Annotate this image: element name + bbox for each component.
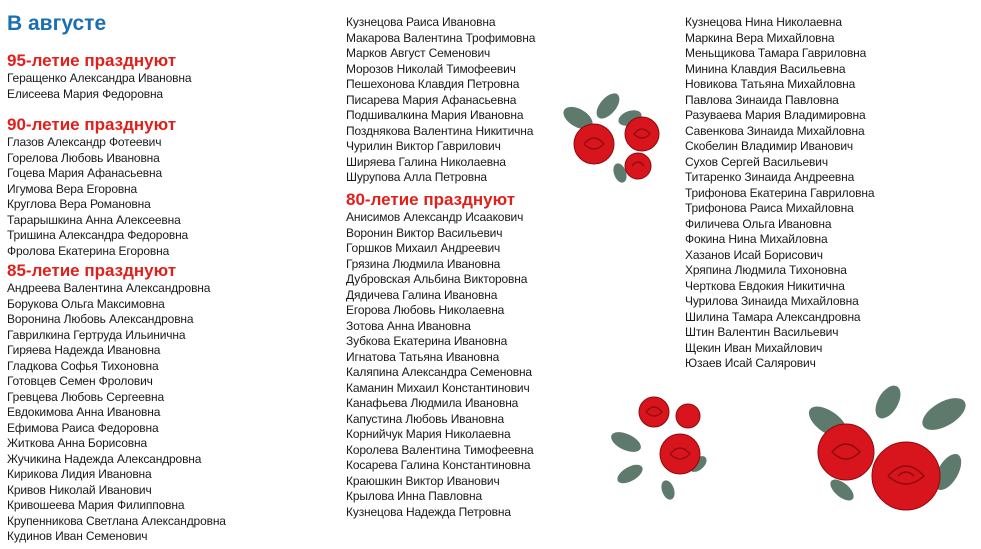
person-name: Житкова Анна Борисовна bbox=[7, 436, 147, 450]
person-name: Елисеева Мария Федоровна bbox=[7, 86, 163, 101]
person-name: Кудинов Иван Семенович bbox=[7, 529, 148, 543]
person-name: Пешехонова Клавдия Петровна bbox=[346, 77, 520, 91]
person-name: Жучикина Надежда Александровна bbox=[7, 451, 202, 466]
person-name: Горелова Любовь Ивановна bbox=[7, 150, 160, 165]
person-name: Воронина Любовь Александровна bbox=[7, 312, 194, 326]
person-name: Дядичева Галина Ивановна bbox=[346, 287, 498, 302]
person-name: Каляпина Александра Семеновна bbox=[346, 365, 532, 379]
person-name: Гиряева Надежда Ивановна bbox=[7, 343, 161, 357]
person-name: Крупенникова Светлана Александровна bbox=[7, 513, 226, 528]
person-name: Титаренко Зинаида Андреевна bbox=[685, 170, 855, 184]
person-name: Писарева Мария Афанасьевна bbox=[346, 92, 517, 107]
person-name: Кривошеева Мария Филипповна bbox=[7, 498, 185, 512]
person-name: Зубкова Екатерина Ивановна bbox=[346, 334, 508, 348]
person-name: Анисимов Александр Исаакович bbox=[346, 210, 524, 224]
person-name: Круглова Вера Романовна bbox=[7, 197, 151, 211]
person-name: Савенкова Зинаида Михайловна bbox=[685, 123, 865, 138]
person-name: Гаврилкина Гертруда Ильинична bbox=[7, 327, 186, 342]
person-name: Тришина Александра Федоровна bbox=[7, 228, 189, 242]
person-name: Гревцева Любовь Сергеевна bbox=[7, 389, 164, 404]
person-name: Шилина Тамара Александровна bbox=[685, 309, 861, 324]
person-name: Скобелин Владимир Иванович bbox=[685, 139, 854, 153]
person-name: Зотова Анна Ивановна bbox=[346, 318, 471, 333]
person-name: Морозов Николай Тимофеевич bbox=[346, 61, 516, 76]
person-name: Грязина Людмила Ивановна bbox=[346, 256, 501, 271]
person-name: Марков Август Семенович bbox=[346, 46, 491, 60]
person-name: Павлова Зинаида Павловна bbox=[685, 92, 839, 107]
person-name: Трифонова Раиса Михайловна bbox=[685, 201, 854, 215]
person-name: Подшивалкина Мария Ивановна bbox=[346, 108, 524, 122]
person-name: Краюшкин Виктор Иванович bbox=[346, 473, 500, 488]
person-name: Черткова Евдокия Никитична bbox=[685, 278, 845, 293]
section-heading-90: 90-летие празднуют bbox=[7, 115, 177, 134]
person-name: Кузнецова Нина Николаевна bbox=[685, 15, 842, 29]
person-name: Шурупова Алла Петровна bbox=[346, 170, 487, 184]
person-name: Хряпина Людмила Тихоновна bbox=[685, 263, 847, 277]
person-name: Каманин Михаил Константинович bbox=[346, 380, 530, 395]
person-name: Минина Клавдия Васильевна bbox=[685, 61, 846, 76]
section-heading-95: 95-летие празднуют bbox=[7, 51, 177, 70]
name-list-90 bbox=[7, 135, 337, 259]
name-list-85 bbox=[7, 281, 337, 545]
person-name: Кривов Николай Иванович bbox=[7, 482, 152, 497]
person-name: Чурилин Виктор Гаврилович bbox=[346, 139, 501, 153]
person-name: Тарарышкина Анна Алексеевна bbox=[7, 212, 181, 227]
person-name: Андреева Валентина Александровна bbox=[7, 281, 211, 295]
person-name: Кузнецова Раиса Ивановна bbox=[346, 15, 496, 29]
person-name: Королева Валентина Тимофеевна bbox=[346, 442, 534, 457]
person-name: Щекин Иван Михайлович bbox=[685, 340, 823, 355]
person-name: Филичева Ольга Ивановна bbox=[685, 216, 832, 231]
person-name: Юзаев Исай Салярович bbox=[685, 356, 816, 370]
person-name: Сухов Сергей Васильевич bbox=[685, 154, 828, 169]
person-name: Игнатова Татьяна Ивановна bbox=[346, 349, 500, 364]
section-95 bbox=[7, 52, 337, 102]
person-name: Корнийчук Мария Николаевна bbox=[346, 427, 511, 441]
person-name: Готовцев Семен Фролович bbox=[7, 374, 153, 388]
person-name: Новикова Татьяна Михайловна bbox=[685, 77, 856, 91]
person-name: Позднякова Валентина Никитична bbox=[346, 123, 534, 138]
person-name: Игумова Вера Егоровна bbox=[7, 181, 138, 196]
person-name: Евдокимова Анна Ивановна bbox=[7, 405, 161, 419]
person-name: Горшков Михаил Андреевич bbox=[346, 241, 501, 255]
section-heading-85: 85-летие празднуют bbox=[7, 261, 177, 280]
person-name: Меньщикова Тамара Гавриловна bbox=[685, 46, 867, 60]
page-title: В августе bbox=[7, 12, 107, 35]
name-list-80-continued bbox=[685, 15, 975, 372]
person-name: Разуваева Мария Владимировна bbox=[685, 108, 866, 122]
name-list-95 bbox=[7, 71, 337, 102]
person-name: Кирикова Лидия Ивановна bbox=[7, 467, 152, 481]
person-name: Чурилова Зинаида Михайловна bbox=[685, 294, 859, 308]
person-name: Маркина Вера Михайловна bbox=[685, 30, 835, 45]
person-name: Ширяева Галина Николаевна bbox=[346, 154, 506, 169]
rose-bouquet-icon bbox=[560, 88, 672, 188]
person-name: Хазанов Исай Борисович bbox=[685, 247, 823, 262]
person-name: Борукова Ольга Максимовна bbox=[7, 296, 165, 311]
person-name: Глазов Александр Фотеевич bbox=[7, 135, 162, 149]
person-name: Гоцева Мария Афанасьевна bbox=[7, 166, 163, 180]
person-name: Крылова Инна Павловна bbox=[346, 489, 482, 503]
section-85 bbox=[7, 262, 337, 545]
section-90 bbox=[7, 116, 337, 259]
person-name: Канафьева Людмила Ивановна bbox=[346, 396, 519, 410]
person-name: Дубровская Альбина Викторовна bbox=[346, 272, 528, 286]
person-name: Кузнецова Надежда Петровна bbox=[346, 504, 511, 519]
person-name: Штин Валентин Васильевич bbox=[685, 325, 839, 339]
person-name: Воронин Виктор Васильевич bbox=[346, 225, 503, 240]
person-name: Геращенко Александра Ивановна bbox=[7, 71, 192, 85]
section-heading-80: 80-летие празднуют bbox=[346, 190, 516, 209]
person-name: Гладкова Софья Тихоновна bbox=[7, 358, 159, 373]
person-name: Макарова Валентина Трофимовна bbox=[346, 30, 536, 45]
person-name: Трифонова Екатерина Гавриловна bbox=[685, 185, 875, 200]
person-name: Ефимова Раиса Федоровна bbox=[7, 420, 159, 435]
person-name: Косарева Галина Константиновна bbox=[346, 458, 531, 472]
person-name: Егорова Любовь Николаевна bbox=[346, 303, 505, 317]
person-name: Фокина Нина Михайловна bbox=[685, 232, 828, 246]
rose-bouquet-icon bbox=[802, 372, 970, 522]
person-name: Фролова Екатерина Егоровна bbox=[7, 243, 170, 258]
rose-bouquet-icon bbox=[608, 392, 708, 502]
section-80-continued bbox=[685, 15, 975, 372]
person-name: Капустина Любовь Ивановна bbox=[346, 411, 505, 426]
